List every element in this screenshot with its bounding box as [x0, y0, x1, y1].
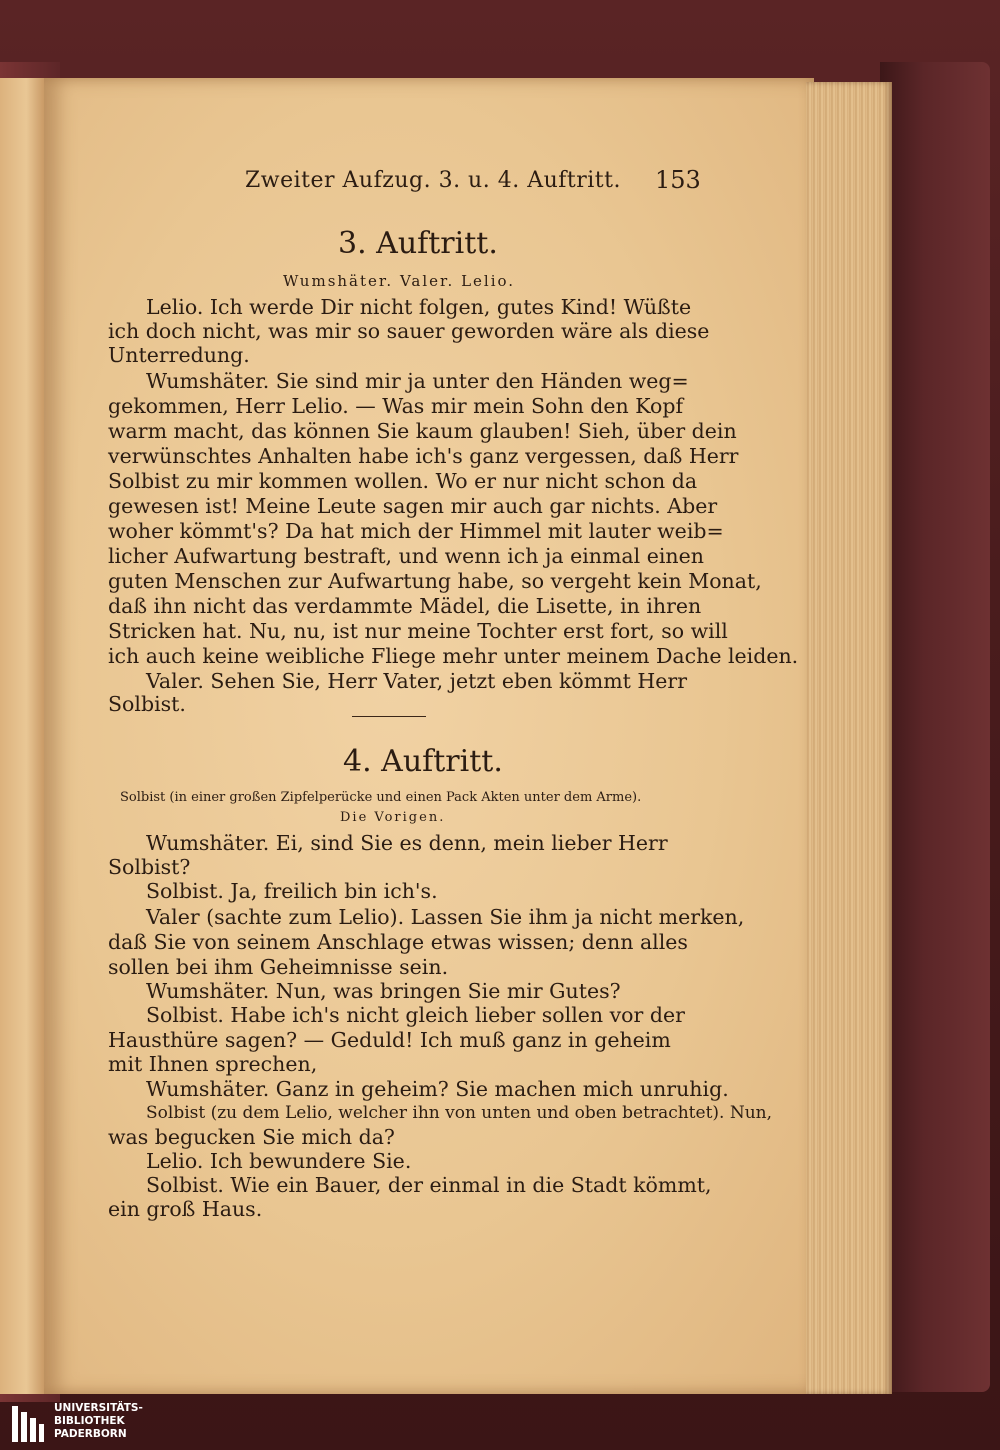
text-line: Stricken hat. Nu, nu, ist nur meine Tochter erst fort, so will [108, 619, 728, 643]
right-cover [880, 62, 990, 1392]
text-line: Valer. Sehen Sie, Herr Vater, jetzt eben kömmt Herr [146, 669, 688, 693]
text-line: daß Sie von seinem Anschlage etwas wissen; denn alles [108, 930, 688, 954]
text-line: Wumshäter. Ei, sind Sie es denn, mein lieber Herr [146, 831, 668, 855]
text-line: Solbist. Ja, freilich bin ich's. [146, 879, 438, 903]
text-line: Wumshäter. Ganz in geheim? Sie machen mich unruhig. [146, 1077, 729, 1101]
text-line: Wumshäter. Nun, was bringen Sie mir Gutes? [146, 979, 621, 1003]
text-line: Solbist? [108, 855, 191, 879]
scene-3-title: 3. Auftritt. [338, 226, 498, 261]
text-line: mit Ihnen sprechen, [108, 1052, 318, 1076]
running-head: Zweiter Aufzug. 3. u. 4. Auftritt. [245, 168, 621, 193]
text-line: Solbist zu mir kommen wollen. Wo er nur nicht schon da [108, 469, 698, 493]
text-line: was begucken Sie mich da? [108, 1125, 395, 1149]
text-line: Solbist. [108, 692, 186, 716]
text-line: ich doch nicht, was mir so sauer geworden wäre als diese [108, 319, 710, 343]
text-line: daß ihn nicht das verdammte Mädel, die Lisette, in ihren [108, 594, 702, 618]
text-line: guten Menschen zur Aufwartung habe, so vergeht kein Monat, [108, 569, 762, 593]
text-line: verwünschtes Anhalten habe ich's ganz vergessen, daß Herr [108, 444, 739, 468]
facing-page-edge [0, 78, 44, 1394]
text-line: gewesen ist! Meine Leute sagen mir auch gar nichts. Aber [108, 494, 718, 518]
text-line: licher Aufwartung bestraft, und wenn ich ja einmal einen [108, 544, 704, 568]
text-line: woher kömmt's? Da hat mich der Himmel mit lauter weib= [108, 519, 724, 543]
text-line: Solbist. Habe ich's nicht gleich lieber sollen vor der [146, 1003, 685, 1027]
scene-divider [352, 716, 426, 717]
text-line: Wumshäter. Sie sind mir ja unter den Händen weg= [146, 369, 689, 393]
text-line: Valer (sachte zum Lelio). Lassen Sie ihm ja nicht merken, [146, 905, 745, 929]
text-line: sollen bei ihm Geheimnisse sein. [108, 955, 449, 979]
page-block-edges [806, 82, 892, 1394]
text-line: Solbist. Wie ein Bauer, der einmal in die Stadt kömmt, [146, 1173, 712, 1197]
text-line: Hausthüre sagen? — Geduld! Ich muß ganz in geheim [108, 1028, 671, 1052]
text-line: ein groß Haus. [108, 1197, 263, 1221]
text-line: gekommen, Herr Lelio. — Was mir mein Sohn den Kopf [108, 394, 684, 418]
text-line: Lelio. Ich werde Dir nicht folgen, gutes Kind! Wüßte [146, 295, 692, 319]
text-line: Lelio. Ich bewundere Sie. [146, 1149, 412, 1173]
library-logo [10, 1400, 160, 1446]
library-logo-icon [10, 1404, 46, 1444]
text-line: Solbist (zu dem Lelio, welcher ihn von unten und oben betrachtet). Nun, [146, 1103, 773, 1123]
library-logo-text: UNIVERSITÄTS- BIBLIOTHEK PADERBORN [54, 1402, 143, 1440]
scene-4-cast: Solbist (in einer großen Zipfelperücke und einen Pack Akten unter dem Arme). [120, 790, 642, 805]
text-line: ich auch keine weibliche Fliege mehr unter meinem Dache leiden. [108, 644, 799, 668]
page-number: 153 [655, 166, 701, 194]
scene-3-cast: Wumshäter. Valer. Lelio. [283, 272, 516, 290]
scene-4-title: 4. Auftritt. [343, 744, 503, 779]
scene-4-cast-continued: Die Vorigen. [340, 810, 446, 825]
text-line: Unterredung. [108, 343, 250, 367]
text-line: warm macht, das können Sie kaum glauben! Sieh, über dein [108, 419, 737, 443]
